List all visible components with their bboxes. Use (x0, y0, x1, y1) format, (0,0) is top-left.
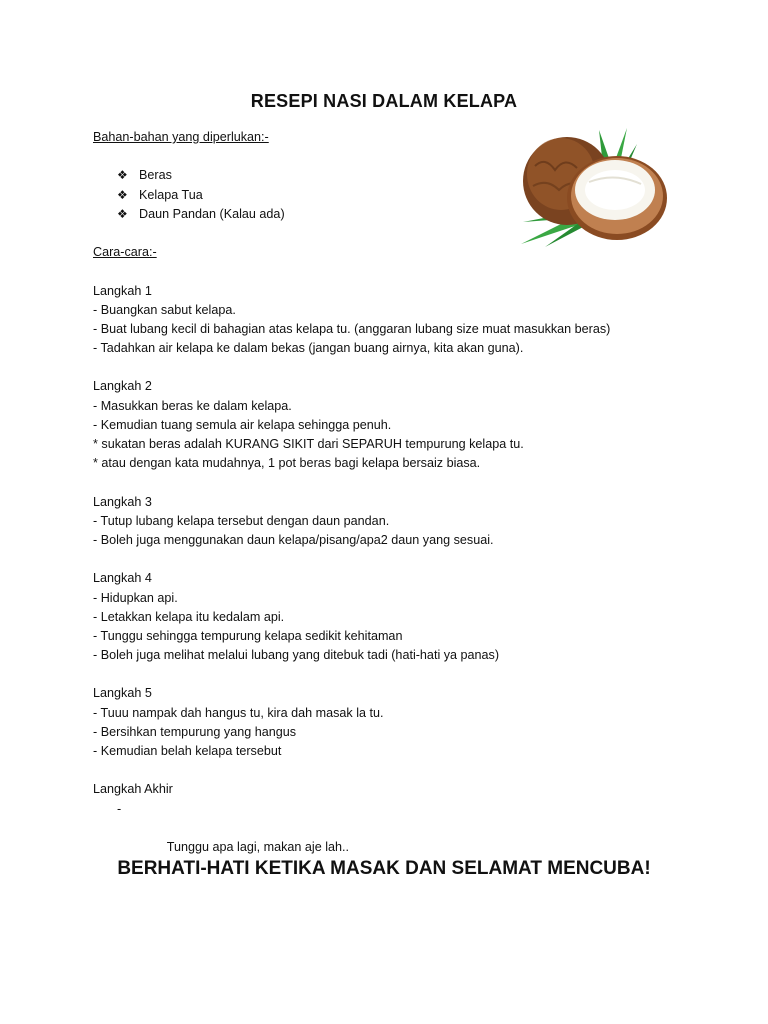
step-4 (93, 569, 693, 665)
step-5 (93, 684, 693, 761)
step-line: Tunggu apa lagi, makan aje lah.. (166, 839, 350, 854)
diamond-bullet-icon: ❖ (117, 187, 128, 202)
step-line: - Kemudian belah kelapa tersebut (93, 744, 282, 758)
list-item: ❖ Beras (93, 166, 693, 185)
step-2 (93, 377, 693, 473)
dash-bullet: - (117, 801, 122, 816)
step-title: Langkah 1 (93, 283, 152, 298)
list-item (93, 800, 693, 854)
step-title: Langkah Akhir (93, 782, 173, 797)
step-final (93, 780, 693, 854)
step-line: - Letakkan kelapa itu kedalam api. (93, 609, 285, 624)
step-title: Langkah 3 (93, 494, 152, 509)
ingredients-heading: Bahan-bahan yang diperlukan:- (93, 130, 269, 144)
step-line: - Buat lubang kecil di bahagian atas kelapa tu. (anggaran lubang size muat masukkan beras) (93, 321, 611, 336)
step-title: Langkah 4 (93, 571, 152, 586)
method-heading: Cara-cara:- (93, 245, 157, 260)
step-line: - Boleh juga menggunakan daun kelapa/pisang/apa2 daun yang sesuai. (93, 532, 494, 547)
step-line: - Tadahkan air kelapa ke dalam bekas (jangan buang airnya, kita akan guna). (93, 341, 524, 356)
list-item: ❖ Daun Pandan (Kalau ada) (93, 205, 693, 224)
closing-message: BERHATI-HATI KETIKA MASAK DAN SELAMAT MENCUBA! (117, 858, 651, 879)
step-line: - Hidupkan api. (93, 590, 178, 605)
step-line: - Tuuu nampak dah hangus tu, kira dah masak la tu. (93, 705, 384, 720)
step-1 (93, 282, 693, 359)
recipe-content (93, 128, 693, 854)
step-line: - Kemudian tuang semula air kelapa sehingga penuh. (93, 417, 392, 432)
step-line: - Bersihkan tempurung yang hangus (93, 724, 297, 739)
ingredients-list (93, 166, 693, 224)
step-line: - Masukkan beras ke dalam kelapa. (93, 398, 292, 413)
step-line: - Boleh juga melihat melalui lubang yang ditebuk tadi (hati-hati ya panas) (93, 648, 500, 663)
step-note: * atau dengan kata mudahnya, 1 pot beras bagi kelapa bersaiz biasa. (93, 456, 481, 471)
step-line: - Buangkan sabut kelapa. (93, 302, 236, 317)
list-item: ❖ Kelapa Tua (93, 186, 693, 205)
diamond-bullet-icon: ❖ (117, 168, 128, 183)
step-note: * sukatan beras adalah KURANG SIKIT dari SEPARUH tempurung kelapa tu. (93, 437, 524, 451)
page-title: RESEPI NASI DALAM KELAPA (250, 91, 518, 111)
step-line: - Tutup lubang kelapa tersebut dengan daun pandan. (93, 513, 390, 528)
step-3 (93, 493, 693, 551)
diamond-bullet-icon: ❖ (117, 206, 128, 221)
step-line: - Tunggu sehingga tempurung kelapa sedikit kehitaman (93, 628, 403, 643)
step-title: Langkah 5 (93, 686, 152, 701)
step-title: Langkah 2 (93, 379, 152, 394)
